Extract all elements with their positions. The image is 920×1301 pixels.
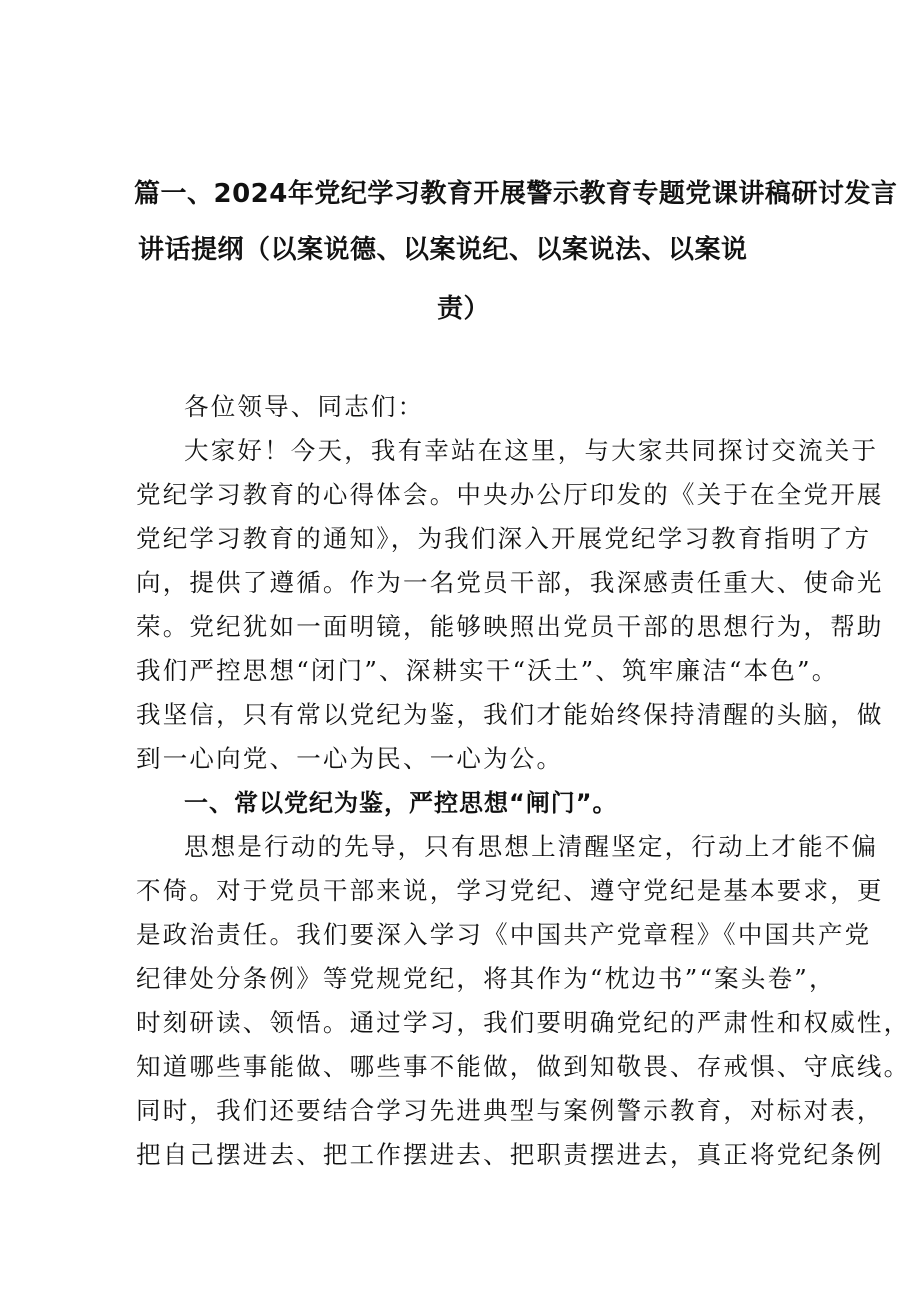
intro-paragraph-line: 到一心向党、一心为民、一心为公。: [136, 744, 564, 773]
intro-paragraph-line: 党纪学习教育的通知》，为我们深入开展党纪学习教育指明了方: [136, 524, 872, 553]
section-paragraph-line: 时刻研读、领悟。通过学习，我们要明确党纪的严肃性和权威性，: [136, 1008, 911, 1037]
intro-paragraph-line: 向，提供了遵循。作为一名党员干部，我深感责任重大、使命光: [136, 568, 884, 597]
intro-paragraph-line: 荣。党纪犹如一面明镜，能够映照出党员干部的思想行为，帮助: [136, 612, 884, 641]
section-heading-1: 一、常以党纪为鉴，严控思想“闸门”。: [184, 789, 618, 817]
section-paragraph-line: 思想是行动的先导，只有思想上清醒坚定，行动上才能不偏: [184, 832, 879, 861]
section-paragraph-line: 纪律处分条例》等党规党纪，将其作为“枕边书”“案头卷”，: [136, 964, 836, 993]
section-paragraph-line: 知道哪些事能做、哪些事不能做，做到知敬畏、存戒惧、守底线。: [136, 1052, 911, 1081]
intro-paragraph-line: 大家好！今天，我有幸站在这里，与大家共同探讨交流关于: [184, 436, 879, 465]
document-title-line-1: 篇一、2024年党纪学习教育开展警示教育专题党课讲稿研讨发言: [134, 179, 898, 209]
section-paragraph-line: 把自己摆进去、把工作摆进去、把职责摆进去，真正将党纪条例: [136, 1140, 884, 1169]
intro-paragraph-line: 党纪学习教育的心得体会。中央办公厅印发的《关于在全党开展: [136, 480, 884, 509]
salutation: 各位领导、同志们：: [184, 392, 425, 421]
section-paragraph-line: 同时，我们还要结合学习先进典型与案例警示教育，对标对表，: [136, 1096, 884, 1125]
intro-paragraph-line: 我坚信，只有常以党纪为鉴，我们才能始终保持清醒的头脑，做: [136, 700, 884, 729]
document-title-line-2: 讲话提纲（以案说德、以案说纪、以案说法、以案说: [138, 235, 748, 265]
intro-paragraph-line: 我们严控思想“闭门”、深耕实干“沃土”、筑牢廉洁“本色”。: [136, 656, 839, 685]
section-paragraph-line: 不倚。对于党员干部来说，学习党纪、遵守党纪是基本要求，更: [136, 876, 884, 905]
document-title-line-3: 责）: [437, 294, 491, 324]
section-paragraph-line: 是政治责任。我们要深入学习《中国共产党章程》《中国共产党: [136, 920, 872, 949]
